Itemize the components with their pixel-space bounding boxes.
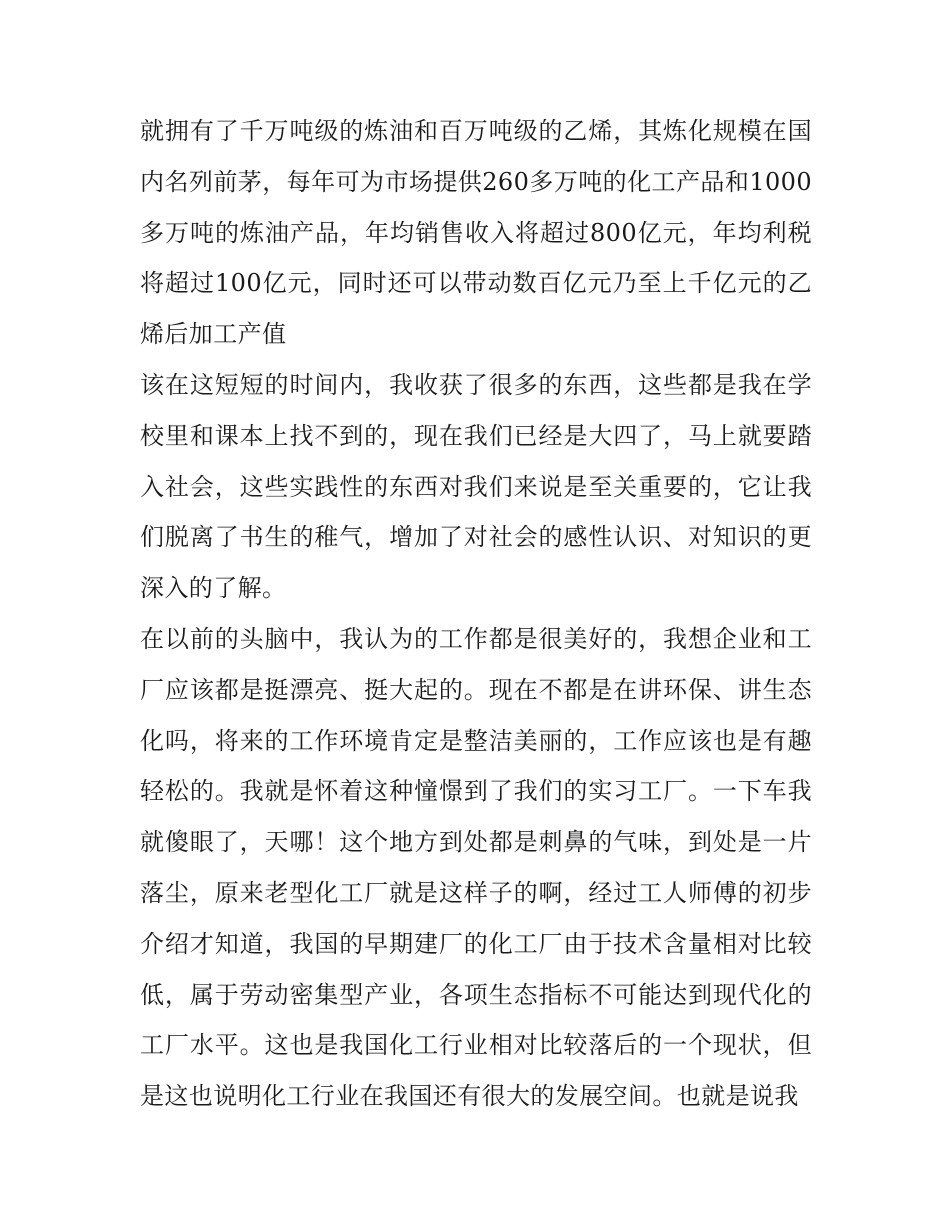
- paragraph-refining-scale: 就拥有了千万吨级的炼油和百万吨级的乙烯，其炼化规模在国内名列前茅，每年可为市场提供260多万吨的化工产品和1000多万吨的炼油产品，年均销售收入将超过800亿元，年均利税将超过100亿元，同时还可以带动数百亿元乃至上千亿元的乙烯后加工产值: [140, 117, 812, 349]
- document-body: [140, 106, 812, 1122]
- paragraph-factory-impression: 在以前的头脑中，我认为的工作都是很美好的，我想企业和工厂应该都是挺漂亮、挺大起的。现在不都是在讲环保、讲生态化吗，将来的工作环境肯定是整洁美丽的，工作应该也是有趣轻松的。我就是怀着这种憧憬到了我们的实习工厂。一下车我就傻眼了，天哪！这个地方到处都是刺鼻的气味，到处是一片落尘，原来老型化工厂就是这样子的啊，经过工人师傅的初步介绍才知道，我国的早期建厂的化工厂由于技术含量相对比较低，属于劳动密集型产业，各项生态指标不可能达到现代化的工厂水平。这也是我国化工行业相对比较落后的一个现状，但是这也说明化工行业在我国还有很大的发展空间。也就是说我: [140, 624, 812, 1111]
- paragraph-internship-gains: 该在这短短的时间内，我收获了很多的东西，这些都是我在学校里和课本上找不到的，现在我们已经是大四了，马上就要踏入社会，这些实践性的东西对我们来说是至关重要的，它让我们脱离了书生的稚气，增加了对社会的感性认识、对知识的更深入的了解。: [140, 370, 812, 603]
